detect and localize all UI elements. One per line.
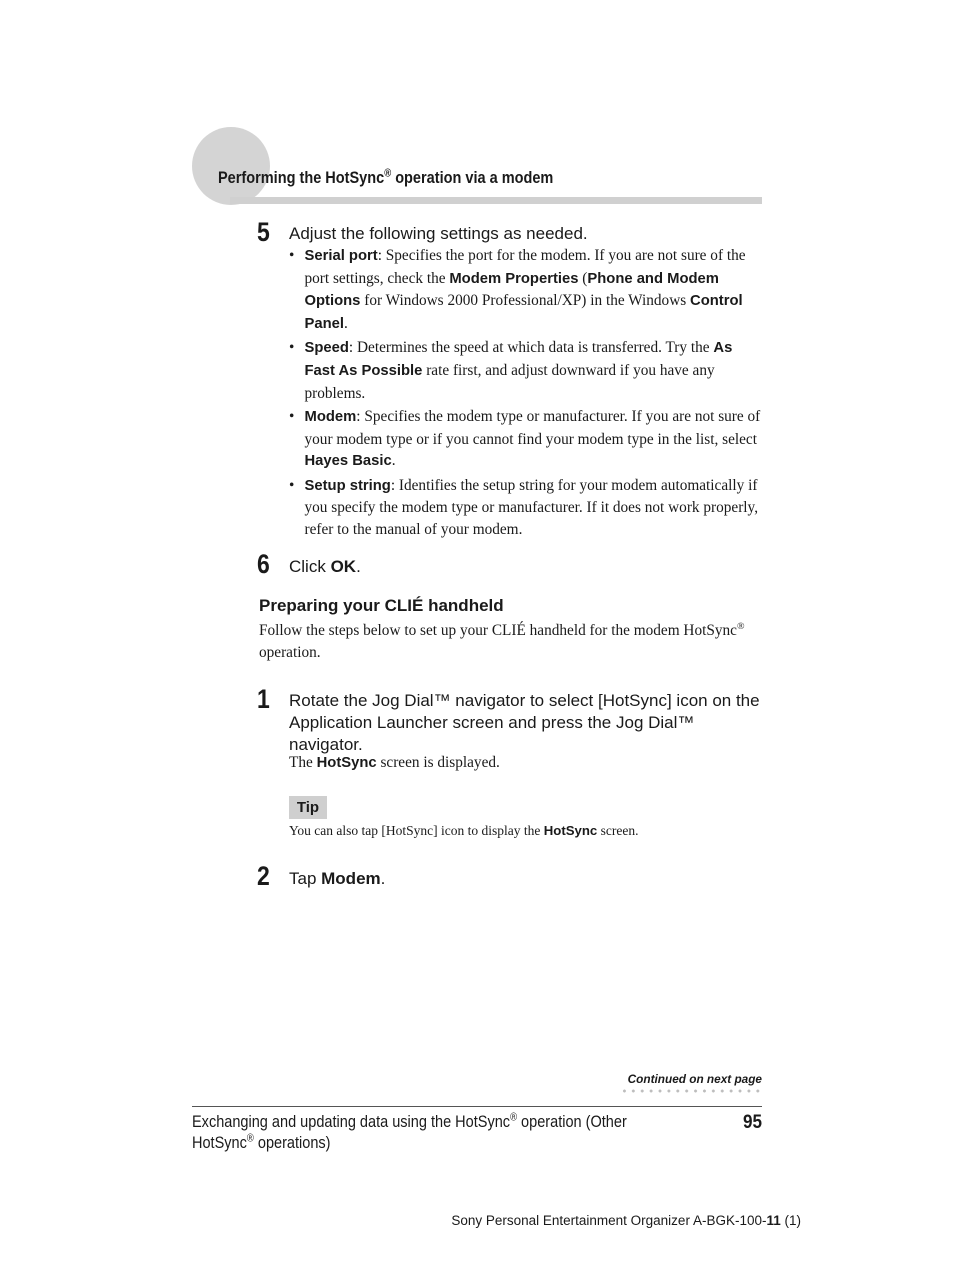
step-5-text: Adjust the following settings as needed. (289, 224, 588, 243)
step-number-1: 1 (257, 684, 270, 714)
bullet-serial-port: • Serial port: Specifies the port for the modem. If you are not sure of the port settings, check the Modem Properties (Phone and Modem Options for Windows 2000 Professional/XP) in the Windows Control Panel. (289, 245, 764, 336)
dotted-separator (620, 1089, 762, 1093)
tip-text: You can also tap [HotSync] icon to display the HotSync screen. (289, 823, 639, 838)
section-body: Follow the steps below to set up your CLIÉ handheld for the modem HotSync® operation. (259, 620, 745, 661)
header-circle-decoration (192, 127, 270, 205)
page-header-title: Performing the HotSync® operation via a modem (218, 167, 554, 187)
settings-bullet-list (289, 245, 764, 542)
step-number-5: 5 (257, 217, 270, 247)
tip-label: Tip (289, 796, 327, 819)
section-heading: Preparing your CLIÉ handheld (259, 596, 504, 615)
bullet-speed: • Speed: Determines the speed at which data is transferred. Try the As Fast As Possible rate first, and adjust downward if you have any problems. (289, 337, 764, 404)
step-6-text: Click OK. (289, 557, 361, 576)
header-rule (230, 197, 762, 204)
footer-chapter-title: Exchanging and updating data using the HotSync® operation (Other HotSync® operations) (192, 1111, 627, 1152)
step-2-text: Tap Modem. (289, 869, 386, 888)
page-number: 95 (742, 1112, 762, 1133)
step-number-6: 6 (257, 549, 270, 579)
step-1-text: Rotate the Jog Dial™ navigator to select [HotSync] icon on the Application Launcher screen and press the Jog Dial™ navigator. (289, 691, 760, 754)
step-1-result: The HotSync screen is displayed. (289, 754, 500, 771)
document-id: Sony Personal Entertainment Organizer A-BGK-100-11 (1) (451, 1213, 801, 1228)
step-number-2: 2 (257, 861, 270, 891)
footer-rule (192, 1106, 762, 1107)
continued-notice: Continued on next page (627, 1072, 762, 1086)
bullet-modem: • Modem: Specifies the modem type or manufacturer. If you are not sure of your modem type or if you cannot find your modem type in the list, select Hayes Basic. (289, 406, 764, 473)
bullet-setup-string: • Setup string: Identifies the setup string for your modem automatically if you specify the modem type or manufacturer. If it does not work properly, refer to the manual of your modem. (289, 475, 764, 541)
